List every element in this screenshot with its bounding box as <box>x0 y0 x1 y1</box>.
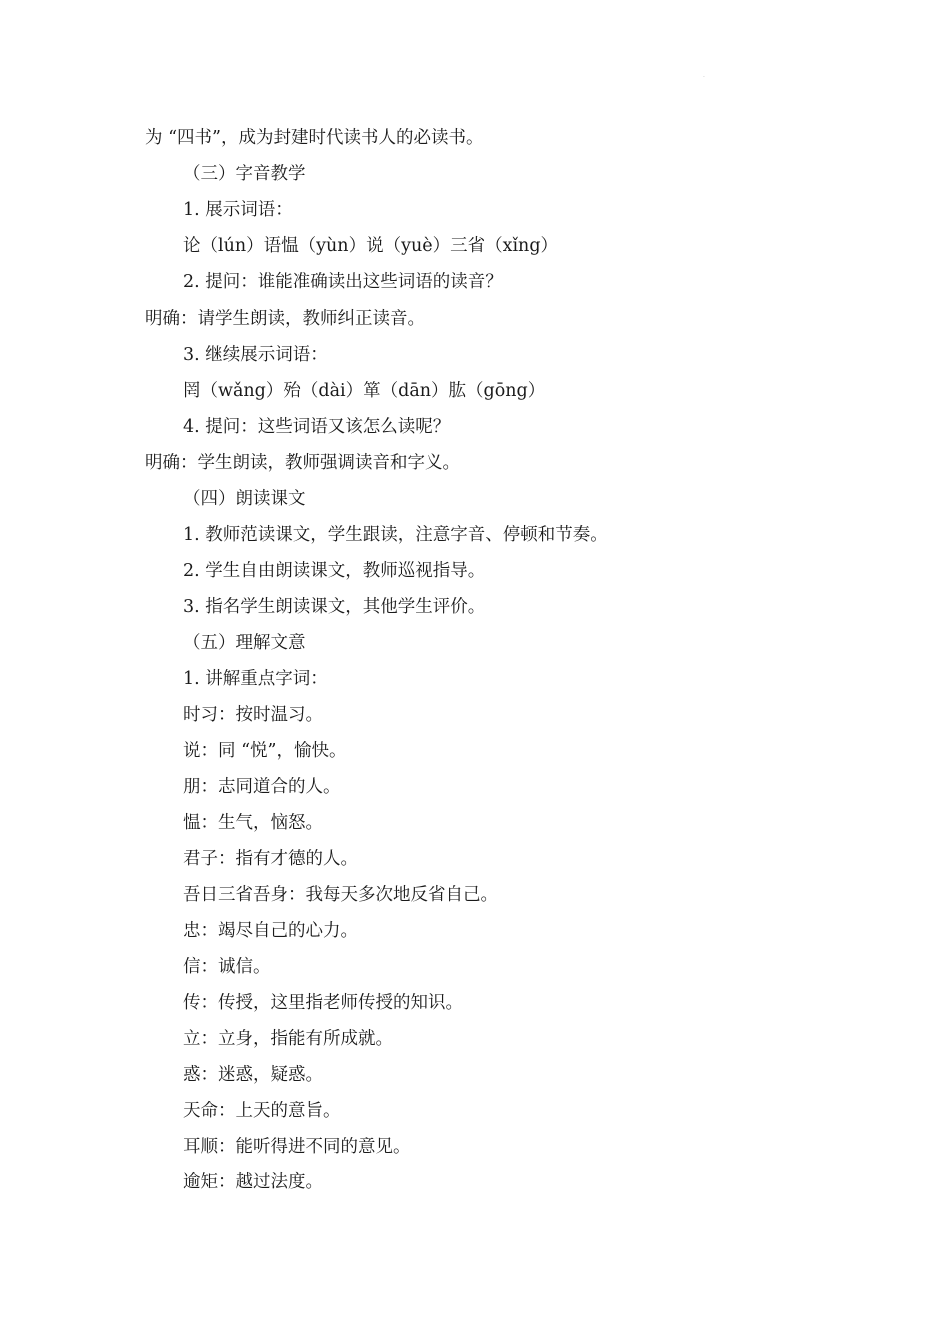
text-line: 为 “四书”，成为封建时代读书人的必读书。 <box>145 128 484 148</box>
vocab-line: 信：诚信。 <box>183 957 271 977</box>
section-heading: （三）字音教学 <box>183 164 306 184</box>
text-line: 3. 指名学生朗读课文，其他学生评价。 <box>183 597 486 617</box>
text-line: 明确：学生朗读，教师强调读音和字义。 <box>145 453 460 473</box>
vocab-line: 立：立身，指能有所成就。 <box>183 1029 393 1049</box>
vocab-line: 逾矩：越过法度。 <box>183 1172 323 1192</box>
vocab-line: 愠：生气，恼怒。 <box>183 813 323 833</box>
text-line: 2. 提问：谁能准确读出这些词语的读音？ <box>183 272 503 292</box>
vocab-line: 传：传授，这里指老师传授的知识。 <box>183 993 463 1013</box>
vocab-line: 忠：竭尽自己的心力。 <box>183 921 358 941</box>
text-line: 1. 讲解重点字词： <box>183 669 328 689</box>
vocab-line: 君子：指有才德的人。 <box>183 849 358 869</box>
section-heading: （五）理解文意 <box>183 633 306 653</box>
section-heading: （四）朗读课文 <box>183 489 306 509</box>
text-line: 4. 提问：这些词语又该怎么读呢？ <box>183 417 451 437</box>
vocab-line: 朋：志同道合的人。 <box>183 777 341 797</box>
vocab-line: 耳顺：能听得进不同的意见。 <box>183 1137 411 1157</box>
text-line: 明确：请学生朗读，教师纠正读音。 <box>145 309 425 329</box>
vocab-line: 时习：按时温习。 <box>183 705 323 725</box>
vocab-line: 惑：迷惑，疑惑。 <box>183 1065 323 1085</box>
corner-mark: · <box>703 74 705 81</box>
text-line: 1. 展示词语： <box>183 200 293 220</box>
vocab-line: 吾日三省吾身：我每天多次地反省自己。 <box>183 885 498 905</box>
text-line: 1. 教师范读课文，学生跟读，注意字音、停顿和节奏。 <box>183 525 608 545</box>
vocab-line: 天命：上天的意旨。 <box>183 1101 341 1121</box>
text-line: 2. 学生自由朗读课文，教师巡视指导。 <box>183 561 486 581</box>
text-line: 罔（wǎng）殆（dài）箪（dān）肱（gōng） <box>183 381 546 401</box>
text-line: 3. 继续展示词语： <box>183 345 328 365</box>
text-line: 论（lún）语愠（yùn）说（yuè）三省（xǐng） <box>183 236 559 256</box>
vocab-line: 说：同 “悦”，愉快。 <box>183 741 347 761</box>
